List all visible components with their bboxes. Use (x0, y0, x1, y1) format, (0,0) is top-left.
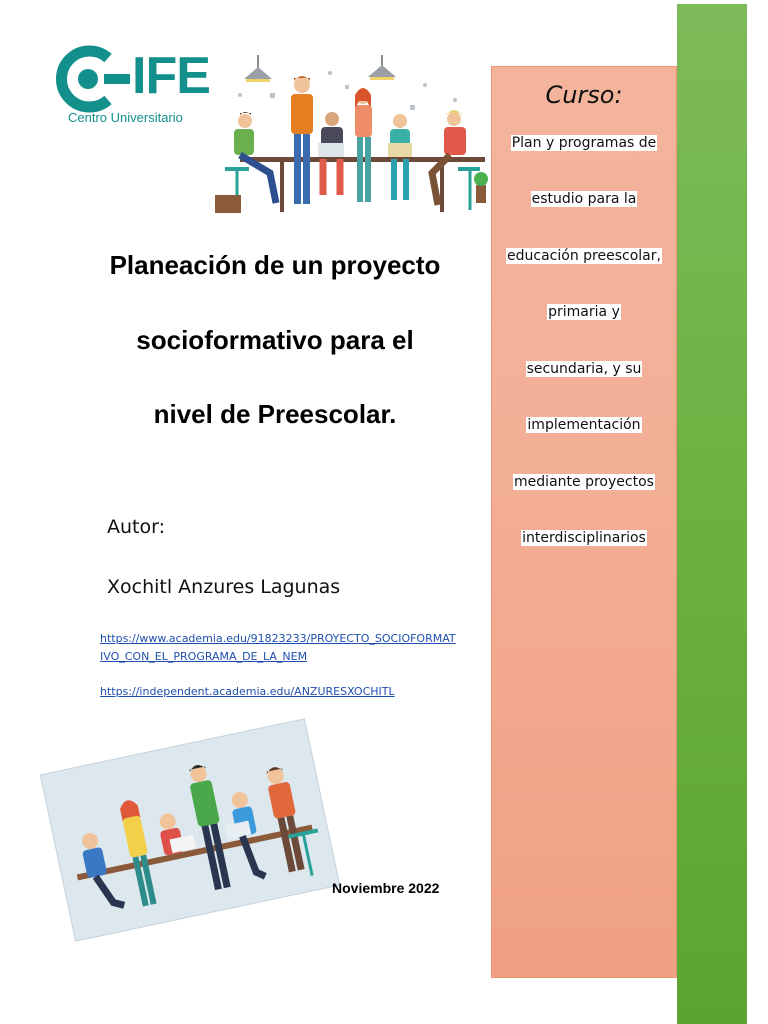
publication-date: Noviembre 2022 (332, 880, 440, 896)
logo-c-mark-icon (50, 44, 132, 114)
document-title-line: Planeación de un proyecto (109, 250, 441, 280)
lamp-icon (368, 55, 396, 80)
course-line: Plan y programas de (511, 135, 657, 151)
team-working-illustration (210, 55, 490, 220)
academia-project-link[interactable]: https://www.academia.edu/91823233/PROYECTO_SOCIOFORMAT (100, 632, 456, 645)
course-line: interdisciplinarios (522, 530, 646, 546)
logo-subtitle: Centro Universitario (68, 110, 183, 125)
document-title-line: socioformativo para el (136, 325, 414, 355)
course-line: primaria y (548, 304, 620, 320)
side-decoration-bar (677, 4, 747, 1024)
course-line: implementación (527, 417, 641, 433)
academia-project-link-continued[interactable]: IVO_CON_EL_PROGRAMA_DE_LA_NEM (100, 650, 308, 663)
lamp-icon (244, 55, 272, 82)
course-title: Curso: (545, 81, 623, 109)
course-line: estudio para la (531, 191, 637, 207)
logo-brand-text: IFE (132, 47, 210, 105)
academia-profile-link[interactable]: https://independent.academia.edu/ANZURESXOCHITL (100, 685, 395, 698)
students-collaborating-illustration (40, 715, 340, 945)
cife-logo (50, 42, 210, 132)
course-line: secundaria, y su (526, 361, 642, 377)
author-name: Xochitl Anzures Lagunas (107, 576, 341, 598)
course-panel (491, 66, 677, 978)
document-title-line: nivel de Preescolar. (153, 399, 397, 429)
author-label: Autor: (107, 516, 165, 538)
course-line: educación preescolar, (507, 248, 661, 264)
course-line: mediante proyectos (514, 474, 654, 490)
